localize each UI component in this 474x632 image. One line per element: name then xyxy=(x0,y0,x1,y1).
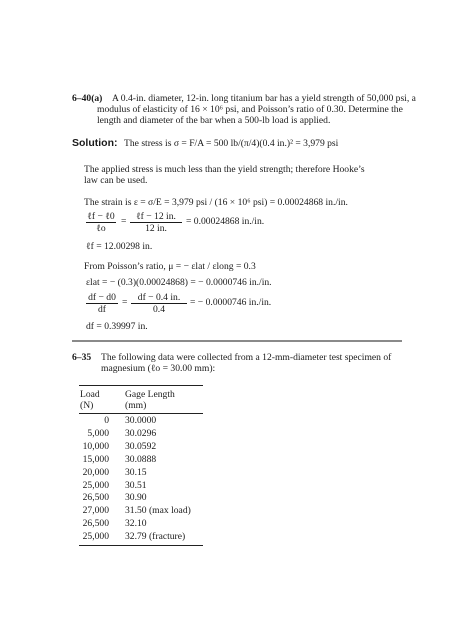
load-cell: 20,000 xyxy=(82,466,109,478)
gage-length-cell: 32.10 xyxy=(125,518,147,530)
gage-length-cell: 30.0296 xyxy=(125,427,157,439)
gage-length-cell: 30.90 xyxy=(125,492,147,504)
load-cell: 15,000 xyxy=(82,453,109,465)
table-top-rule xyxy=(79,385,203,386)
equation-result: = − 0.0000746 in./in. xyxy=(190,297,272,308)
gage-length-cell: 30.0000 xyxy=(125,415,157,426)
load-cell: 10,000 xyxy=(82,440,109,452)
problem-text-line: A 0.4-in. diameter, 12-in. long titanium bar has a yield strength of 50,000 psi, a xyxy=(112,93,416,104)
fraction-denominator: 12 in. xyxy=(145,223,167,234)
explanation-line: law can be used. xyxy=(84,175,148,186)
fraction-denominator: df xyxy=(98,304,106,315)
equation-result: = 0.00024868 in./in. xyxy=(186,216,265,227)
problem-text-line: modulus of elasticity of 16 × 10⁶ psi, and Poisson’s ratio of 0.30. Determine the xyxy=(97,104,403,115)
load-cell: 25,000 xyxy=(82,531,109,543)
problem-text-line: The following data were collected from a 12-mm-diameter test specimen of xyxy=(101,352,392,363)
load-cell: 0 xyxy=(104,415,109,426)
problem-number: 6–40(a) xyxy=(72,93,103,104)
gage-length-cell: 30.0888 xyxy=(125,453,157,465)
load-cell: 27,000 xyxy=(82,505,109,517)
lateral-strain-equation: εlat = − (0.3)(0.00024868) = − 0.0000746 in./in. xyxy=(86,277,272,288)
section-divider xyxy=(72,340,402,342)
problem-text-line: length and diameter of the bar when a 500-lb load is applied. xyxy=(97,115,331,126)
fraction-numerator: ℓf − 12 in. xyxy=(130,211,182,223)
explanation-line: The applied stress is much less than the yield strength; therefore Hooke’s xyxy=(84,164,365,175)
table-header-rule xyxy=(79,413,203,414)
gage-length-cell: 30.51 xyxy=(125,479,147,491)
equals-sign: = xyxy=(122,297,128,308)
stress-equation: The stress is σ = F/A = 500 lb/(π/4)(0.4 in.)² = 3,979 psi xyxy=(124,138,339,149)
load-cell: 25,000 xyxy=(82,479,109,491)
equals-sign: = xyxy=(121,216,127,227)
load-cell: 26,500 xyxy=(82,518,109,530)
load-cell: 26,500 xyxy=(82,492,109,504)
fraction-diameter-change xyxy=(86,292,118,315)
header-gage-length: Gage Length xyxy=(125,389,175,400)
gage-length-cell: 30.0592 xyxy=(125,440,157,452)
fraction-numerator: df − 0.4 in. xyxy=(131,292,187,304)
load-cell: 5,000 xyxy=(87,427,109,439)
gage-length-cell: 30.15 xyxy=(125,466,147,478)
fraction-denominator: ℓo xyxy=(96,223,106,234)
problem-number: 6–35 xyxy=(72,352,92,363)
final-diameter: df = 0.39997 in. xyxy=(86,321,148,332)
strain-equation: The strain is ε = σ/E = 3,979 psi / (16 × 10⁶ psi) = 0.00024868 in./in. xyxy=(84,197,348,208)
fraction-length-values xyxy=(130,211,182,234)
table-bottom-rule xyxy=(79,545,203,546)
solution-label: Solution: xyxy=(72,137,118,149)
fraction-denominator: 0.4 xyxy=(153,304,165,315)
header-load: Load xyxy=(80,389,100,400)
fraction-numerator: df − d0 xyxy=(86,292,118,304)
fraction-numerator: ℓf − ℓ0 xyxy=(87,211,115,222)
gage-length-cell: 31.50 (max load) xyxy=(125,505,191,517)
gage-length-cell: 32.79 (fracture) xyxy=(125,531,186,543)
fraction-length-change xyxy=(86,211,116,234)
final-length: ℓf = 12.00298 in. xyxy=(86,241,153,252)
header-gage-unit: (mm) xyxy=(125,400,147,411)
header-load-unit: (N) xyxy=(80,400,94,411)
fraction-diameter-values xyxy=(131,292,187,315)
problem-text-line: magnesium (ℓo = 30.00 mm): xyxy=(101,363,216,374)
poisson-equation: From Poisson’s ratio, μ = − εlat / εlong = 0.3 xyxy=(84,261,256,272)
